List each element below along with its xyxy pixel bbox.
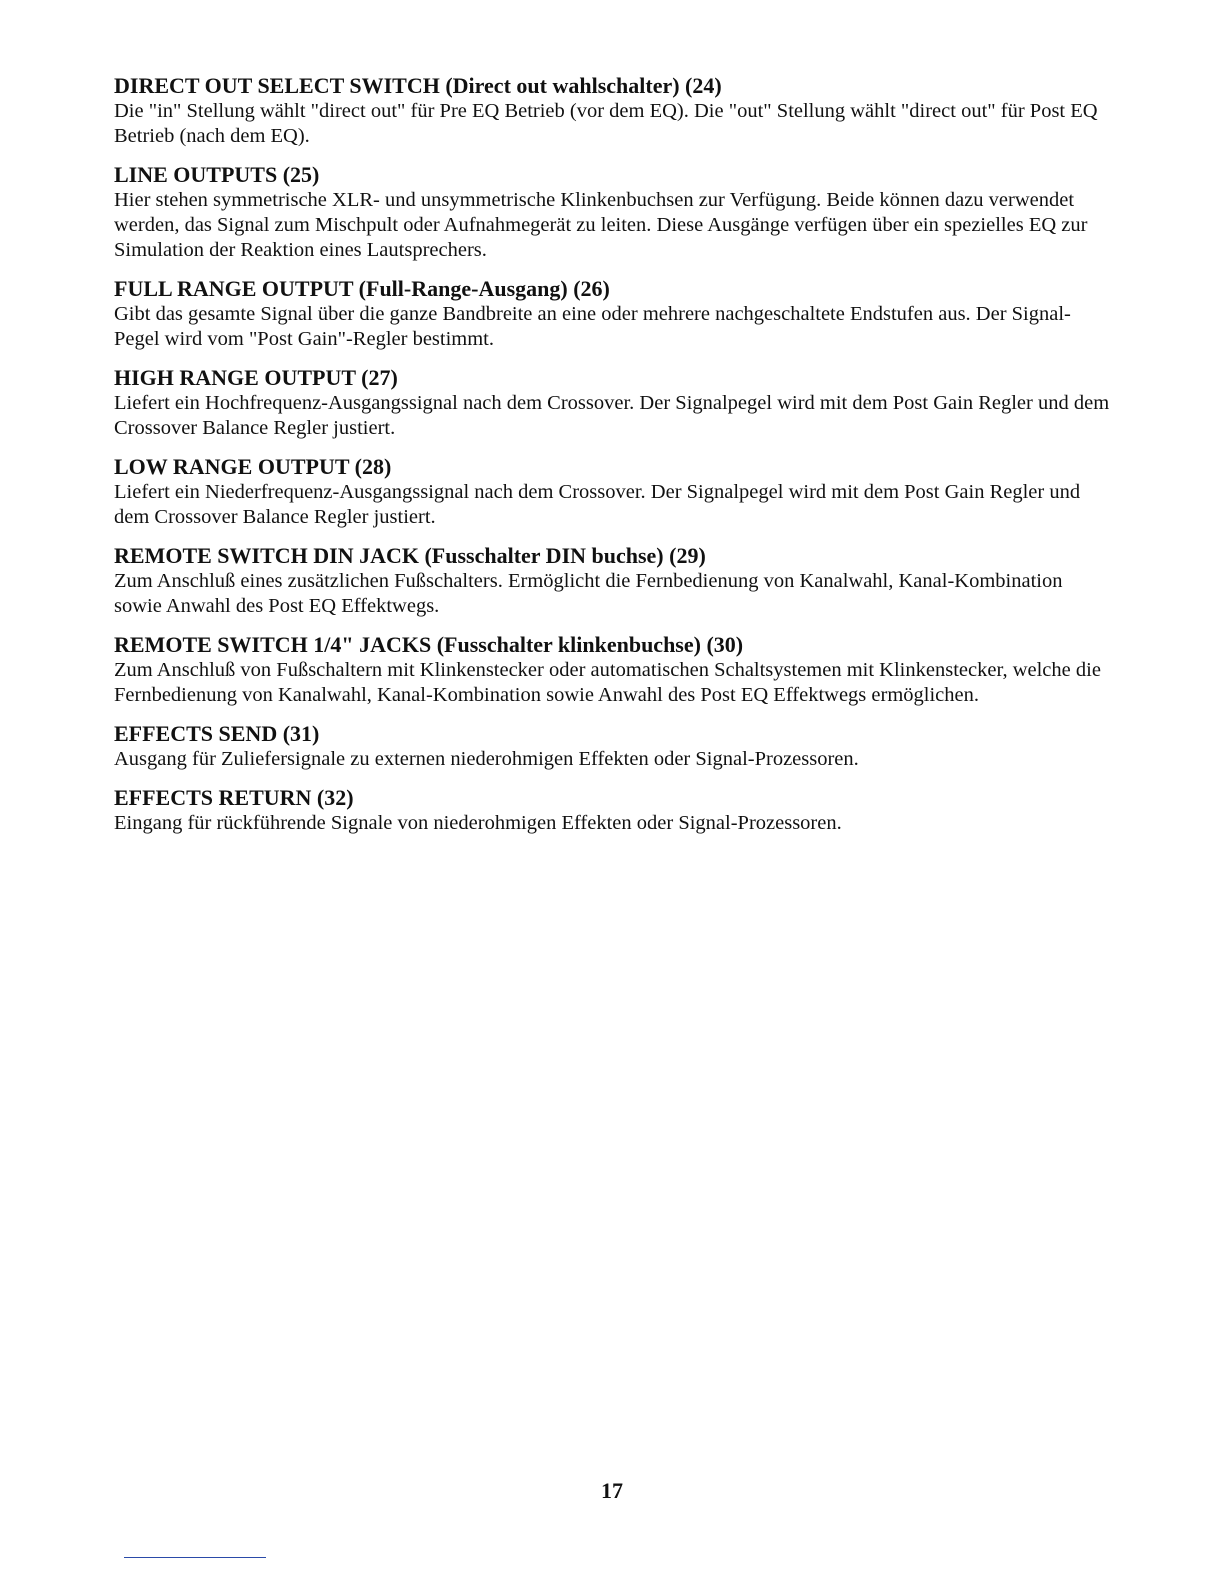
section-body: Die "in" Stellung wählt "direct out" für Pre EQ Betrieb (vor dem EQ). Die "out" Stellung wählt "direct out" für Post EQ Betrieb (nach dem EQ). bbox=[114, 100, 1098, 147]
section-full-range-output bbox=[114, 275, 1114, 352]
section-heading: HIGH RANGE OUTPUT (27) bbox=[114, 365, 398, 390]
section-body: Eingang für rückführende Signale von niederohmigen Effekten oder Signal-Prozessoren. bbox=[114, 812, 842, 834]
section-heading: REMOTE SWITCH 1/4" JACKS (Fusschalter klinkenbuchse) (30) bbox=[114, 632, 744, 657]
section-heading: EFFECTS SEND (31) bbox=[114, 721, 320, 746]
section-direct-out-select-switch bbox=[114, 72, 1114, 149]
section-body: Zum Anschluß eines zusätzlichen Fußschalters. Ermöglicht die Fernbedienung von Kanalwahl, Kanal-Kombination sowie Anwahl des Post EQ Effektwegs. bbox=[114, 570, 1063, 617]
page-content bbox=[114, 72, 1114, 848]
section-line-outputs bbox=[114, 161, 1114, 263]
section-heading: LINE OUTPUTS (25) bbox=[114, 162, 320, 187]
section-high-range-output bbox=[114, 364, 1114, 441]
section-heading: LOW RANGE OUTPUT (28) bbox=[114, 454, 392, 479]
section-effects-return bbox=[114, 784, 1114, 836]
page-number: 17 bbox=[601, 1478, 623, 1503]
section-heading: EFFECTS RETURN (32) bbox=[114, 785, 354, 810]
section-body: Liefert ein Hochfrequenz-Ausgangssignal nach dem Crossover. Der Signalpegel wird mit dem Post Gain Regler und dem Crossover Balance Regler justiert. bbox=[114, 392, 1110, 439]
section-body: Ausgang für Zuliefersignale zu externen niederohmigen Effekten oder Signal-Prozessoren. bbox=[114, 748, 859, 770]
section-body: Zum Anschluß von Fußschaltern mit Klinkenstecker oder automatischen Schaltsystemen mit Klinkenstecker, welche die Fernbedienung von Kanalwahl, Kanal-Kombination sowie Anwahl des Post EQ Effektwegs ermöglichen. bbox=[114, 659, 1101, 706]
section-low-range-output bbox=[114, 453, 1114, 530]
section-body: Liefert ein Niederfrequenz-Ausgangssignal nach dem Crossover. Der Signalpegel wird mit dem Post Gain Regler und dem Crossover Balance Regler justiert. bbox=[114, 481, 1081, 528]
section-remote-switch-quarter-inch-jacks bbox=[114, 631, 1114, 708]
footer-rule bbox=[124, 1557, 266, 1558]
section-heading: FULL RANGE OUTPUT (Full-Range-Ausgang) (26) bbox=[114, 276, 610, 301]
section-remote-switch-din-jack bbox=[114, 542, 1114, 619]
section-heading: REMOTE SWITCH DIN JACK (Fusschalter DIN buchse) (29) bbox=[114, 543, 706, 568]
section-body: Hier stehen symmetrische XLR- und unsymmetrische Klinkenbuchsen zur Verfügung. Beide können dazu verwendet werden, das Signal zum Mischpult oder Aufnahmegerät zu leiten. Diese Ausgänge verfügen über ein spezielles EQ zur Simulation der Reaktion eines Lautsprechers. bbox=[114, 189, 1088, 261]
section-heading: DIRECT OUT SELECT SWITCH (Direct out wahlschalter) (24) bbox=[114, 73, 722, 98]
section-body: Gibt das gesamte Signal über die ganze Bandbreite an eine oder mehrere nachgeschaltete Endstufen aus. Der Signal-Pegel wird vom "Post Gain"-Regler bestimmt. bbox=[114, 303, 1071, 350]
section-effects-send bbox=[114, 720, 1114, 772]
